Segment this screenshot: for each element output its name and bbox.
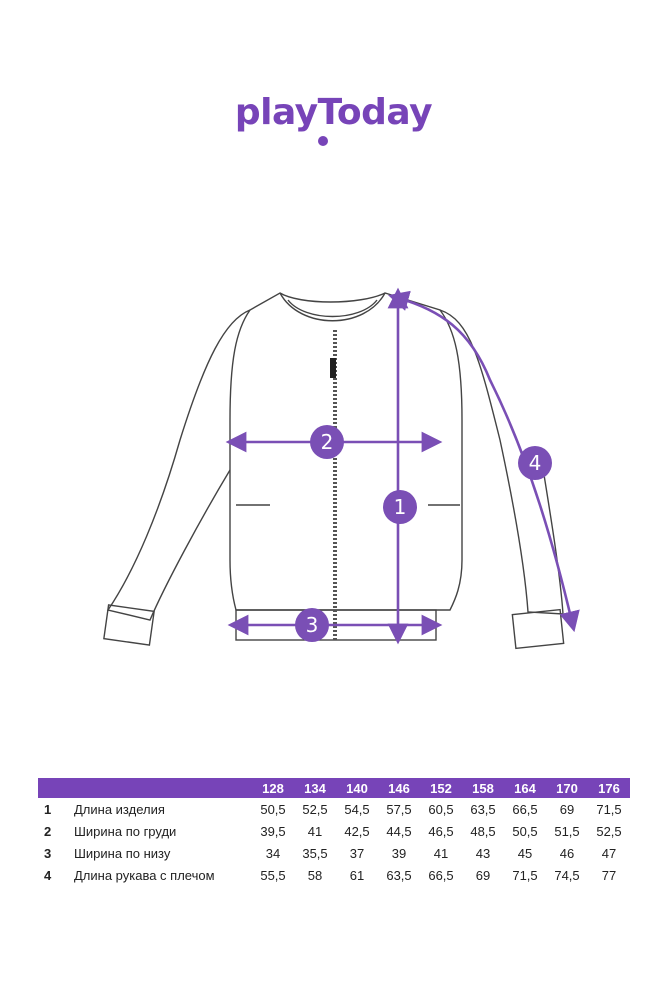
row-number: 2 [44, 823, 52, 839]
table-cell: 58 [307, 867, 323, 883]
measure-badge-3: 3 [295, 608, 329, 642]
table-cell: 69 [475, 867, 491, 883]
table-cell: 57,5 [386, 801, 412, 817]
size-table [38, 778, 630, 886]
measure-badge-1: 1 [383, 490, 417, 524]
table-cell: 43 [475, 845, 491, 861]
table-cell: 39,5 [260, 823, 286, 839]
table-cell: 63,5 [386, 867, 412, 883]
size-header: 128 [252, 778, 294, 798]
row-label: Ширина по низу [74, 845, 171, 861]
table-cell: 52,5 [302, 801, 328, 817]
table-cell: 54,5 [344, 801, 370, 817]
size-header: 146 [378, 778, 420, 798]
table-cell: 74,5 [554, 867, 580, 883]
measure-badge-2: 2 [310, 425, 344, 459]
size-header: 158 [462, 778, 504, 798]
table-cell: 77 [601, 867, 617, 883]
table-cell: 37 [349, 845, 365, 861]
table-cell: 35,5 [302, 845, 328, 861]
row-number: 4 [44, 867, 52, 883]
row-label: Длина изделия [74, 801, 165, 817]
measure-badge-4: 4 [518, 446, 552, 480]
size-header: 152 [420, 778, 462, 798]
table-cell: 42,5 [344, 823, 370, 839]
table-cell: 63,5 [470, 801, 496, 817]
table-cell: 46,5 [428, 823, 454, 839]
size-header: 164 [504, 778, 546, 798]
table-row [38, 864, 630, 886]
table-cell: 47 [601, 845, 617, 861]
table-cell: 50,5 [260, 801, 286, 817]
table-cell: 46 [559, 845, 575, 861]
table-cell: 52,5 [596, 823, 622, 839]
table-cell: 51,5 [554, 823, 580, 839]
size-header: 176 [588, 778, 630, 798]
table-cell: 61 [349, 867, 365, 883]
table-cell: 60,5 [428, 801, 454, 817]
brand-logo: playToday [234, 92, 433, 133]
table-cell: 48,5 [470, 823, 496, 839]
table-cell: 55,5 [260, 867, 286, 883]
table-cell: 66,5 [428, 867, 454, 883]
table-cell: 71,5 [512, 867, 538, 883]
zipper-pull [330, 358, 336, 378]
row-label: Ширина по груди [74, 823, 177, 839]
table-row [38, 798, 630, 820]
table-cell: 34 [265, 845, 281, 861]
table-cell: 39 [391, 845, 407, 861]
table-cell: 50,5 [512, 823, 538, 839]
table-cell: 44,5 [386, 823, 412, 839]
table-row [38, 842, 630, 864]
table-cell: 69 [559, 801, 575, 817]
size-header: 134 [294, 778, 336, 798]
table-cell: 41 [307, 823, 323, 839]
row-number: 1 [44, 801, 52, 817]
table-row [38, 820, 630, 842]
table-cell: 45 [517, 845, 533, 861]
table-cell: 41 [433, 845, 449, 861]
size-header-row [38, 778, 630, 798]
size-header: 170 [546, 778, 588, 798]
size-header: 140 [336, 778, 378, 798]
table-cell: 71,5 [596, 801, 622, 817]
row-label: Длина рукава с плечом [74, 867, 215, 883]
row-number: 3 [44, 845, 52, 861]
table-cell: 66,5 [512, 801, 538, 817]
